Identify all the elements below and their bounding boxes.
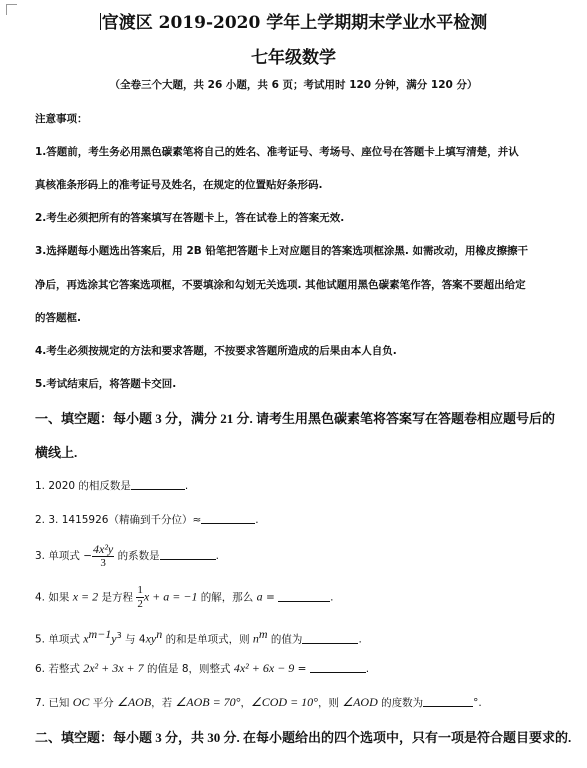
answer-blank[interactable]: [201, 512, 255, 524]
note-line: 净后，再选涂其它答案选项框，不要填涂和勾划无关选项. 其他试题用黑色碳素笔作答，答案不要超出给定: [35, 279, 526, 291]
question-4: 4. 如果 x = 2 是方程 $\frac{1}{2}$ x + a = −1 的解，那么 a = .: [35, 584, 334, 610]
question-1: 1. 2020 的相反数是 .: [35, 480, 189, 492]
answer-blank[interactable]: [131, 478, 185, 490]
fraction: $\frac{\text{4x²y}}{3}$: [93, 542, 114, 569]
question-7: 7. 已知 OC 平分 ∠AOB，若 ∠AOB = 70°，∠COD = 10°，则 ∠AOD 的度数为 °.: [35, 695, 482, 709]
question-6: 6. 若整式 2x² + 3x + 7 的值是 8，则整式 4x² + 6x − 9 = .: [35, 661, 370, 675]
section1-heading-cont: 横线上.: [35, 445, 78, 460]
note-line: 2.考生必须把所有的答案填写在答题卡上，答在试卷上的答案无效.: [35, 212, 345, 224]
note-line: 4.考生必须按规定的方法和要求答题，不按要求答题所造成的后果由本人自负.: [35, 345, 397, 357]
note-line: 真核准条形码上的准考证号及姓名，在规定的位置贴好条形码.: [35, 179, 323, 191]
answer-blank[interactable]: [423, 695, 473, 707]
answer-blank[interactable]: [302, 632, 358, 644]
note-line: 1.答题前，考生务必用黑色碳素笔将自己的姓名、准考证号、考场号、座位号在答题卡上填写清楚，并认: [35, 146, 519, 158]
note-line: 的答题框.: [35, 312, 81, 324]
exam-info: （全卷三个大题，共 26 小题，共 6 页；考试用时 120 分钟，满分 120 分）: [109, 79, 478, 91]
exam-title: 官渡区 2019-2020 学年上学期期末学业水平检测: [101, 13, 488, 33]
exam-subject: 七年级数学: [251, 48, 336, 68]
notes-heading: 注意事项：: [35, 113, 88, 125]
question-2: 2. 3. 1415926（精确到千分位）≈ .: [35, 514, 259, 526]
text-cursor: [100, 13, 101, 30]
note-line: 5.考试结束后，将答题卡交回.: [35, 378, 177, 390]
answer-blank[interactable]: [160, 548, 216, 560]
section1-heading: 一、填空题：每小题 3 分，满分 21 分. 请考生用黑色碳素笔将答案写在答题卷相应题号后的: [35, 411, 556, 426]
answer-blank[interactable]: [310, 661, 366, 673]
question-3: 3. 单项式 − $\frac{\text{4x²y}}{3}$ 的系数是 .: [35, 542, 219, 569]
note-line: 3.选择题每小题选出答案后，用 2B 铅笔把答题卡上对应题目的答案选项框涂黑. 如需改动，用橡皮擦擦干: [35, 245, 529, 257]
answer-blank[interactable]: [278, 590, 330, 602]
question-5: 5. 单项式 $x^{m-1}y^3$ 与 $4xy^n$ 的和是单项式，则 $n^m$ 的值为 .: [35, 627, 362, 646]
fraction: $\frac{1}{2}$: [137, 584, 143, 610]
section2-heading: 二、填空题：每小题 3 分，共 30 分. 在每小题给出的四个选项中，只有一项是符合题目要求的.: [35, 730, 572, 745]
